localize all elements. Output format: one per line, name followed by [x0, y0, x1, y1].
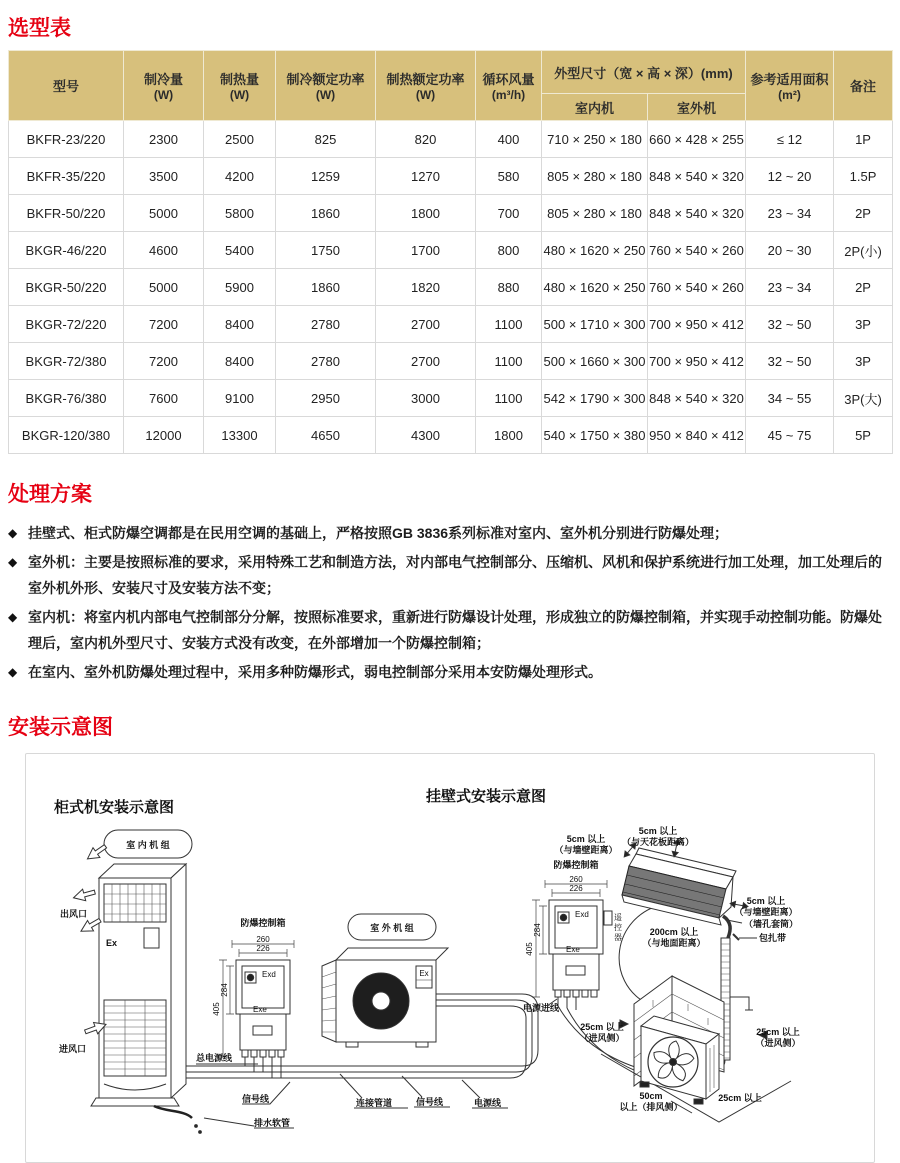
- table-row: BKGR-76/380 7600 9100 2950 3000 1100 542 × 1790 × 300 848 × 540 × 320 34 ~ 55 3P(大): [9, 380, 893, 417]
- ex-mark: Ex: [106, 938, 118, 948]
- control-box-drawing: [212, 917, 294, 1057]
- drain-hose-label: 排水软管: [254, 1118, 291, 1128]
- remote-control-drawing: [604, 911, 612, 925]
- install-diagram-title: 安装示意图: [8, 716, 113, 739]
- bullet-text: 在室内、室外机防爆处理过程中，采用多种防爆形式，弱电控制部分采用本安防爆处理形式。: [28, 664, 602, 680]
- col-dimensions: 外型尺寸（宽 × 高 × 深）(mm): [542, 51, 746, 94]
- table-row: BKFR-35/220 3500 4200 1259 1270 580 805 × 280 × 180 848 × 540 × 320 12 ~ 20 1.5P: [9, 158, 893, 195]
- wall-unit-drawing: [622, 848, 736, 938]
- table-row: BKGR-72/380 7200 8400 2780 2700 1100 500 × 1660 × 300 700 × 950 × 412 32 ~ 50 3P: [9, 343, 893, 380]
- list-item: [8, 604, 892, 656]
- col-heating: 制热量 (W): [204, 51, 276, 121]
- indoor-unit-label: [104, 830, 192, 858]
- inlet-right-label: 25cm 以上: [756, 1027, 800, 1037]
- list-item: [8, 659, 892, 685]
- wall-gap-left-label: 5cm 以上: [566, 834, 606, 844]
- power-line-label: 电源线: [474, 1098, 502, 1108]
- exe-mark: Exe: [253, 1005, 267, 1014]
- diamond-bullet-icon: ◆: [8, 526, 18, 540]
- table-row: BKFR-23/220 2300 2500 825 820 400 710 × 250 × 180 660 × 428 × 255 ≤ 12 1P: [9, 121, 893, 158]
- col-remark: 备注: [834, 51, 893, 121]
- cabinet-unit-drawing: [72, 841, 186, 1106]
- outdoor-unit-label: [348, 914, 436, 940]
- inlet-left-label2: （进风侧）: [579, 1033, 625, 1043]
- floor-gap-label2: （与地面距离）: [642, 938, 706, 948]
- col-area: 参考适用面积 (m²): [746, 51, 834, 121]
- inlet-right-label2: （进风侧）: [755, 1038, 801, 1048]
- outdoor-unit-drawing: [322, 948, 448, 1047]
- bullet-text: 室内机：将室内机内部电气控制部分分解，按照标准要求，重新进行防爆设计处理，形成独立的防爆控制箱，并实现手动控制功能。防爆处理后，室内机外型尺寸、安装方式没有改变，在外部增加一个防爆控制箱；: [28, 609, 882, 651]
- diamond-bullet-icon: ◆: [8, 610, 18, 624]
- dim-405: 405: [525, 942, 534, 956]
- air-outlet-label: 出风口: [60, 909, 88, 919]
- ceiling-gap-label2: （与天花板距离）: [621, 837, 695, 847]
- wall-sleeve-label: （墙孔套筒）: [744, 919, 799, 929]
- svg-text:室 外 机 组: 室 外 机 组: [370, 923, 414, 933]
- install-diagram-panel: [25, 753, 875, 1163]
- ceiling-gap-label: 5cm 以上: [638, 826, 678, 836]
- air-inlet-label: 进风口: [59, 1044, 87, 1054]
- col-airflow: 循环风量 (m³/h): [476, 51, 542, 121]
- col-cooling: 制冷量 (W): [124, 51, 204, 121]
- power-inlet-label: 电源进线: [523, 1003, 560, 1013]
- install-diagram-svg: [26, 754, 874, 1162]
- col-indoor: 室内机: [542, 94, 648, 121]
- dim-405: 405: [212, 1002, 221, 1016]
- remote-label: 遥: [614, 913, 622, 922]
- table-row: BKFR-50/220 5000 5800 1860 1800 700 805 × 280 × 180 848 × 540 × 320 23 ~ 34 2P: [9, 195, 893, 232]
- process-list: [8, 520, 892, 685]
- col-model: 型号: [9, 51, 124, 121]
- control-box-drawing: [523, 859, 622, 1013]
- diamond-bullet-icon: ◆: [8, 665, 18, 679]
- dim-260: 260: [256, 935, 270, 944]
- floor-gap-label: 200cm 以上: [649, 927, 699, 937]
- bullet-text: 室外机：主要是按照标准的要求，采用特殊工艺和制造方法，对内部电气控制部分、压缩机、风机和保护系统进行加工处理，加工处理后的室外机外形、安装尺寸及安装方法不变；: [28, 554, 882, 596]
- wall-gap-left-label2: （与墙壁距离）: [554, 845, 618, 855]
- selection-table-title: 选型表: [8, 17, 71, 40]
- table-row: BKGR-120/380 12000 13300 4650 4300 1800 540 × 1750 × 380 950 × 840 × 412 45 ~ 75 5P: [9, 417, 893, 454]
- control-box-label: 防爆控制箱: [240, 918, 286, 928]
- table-row: BKGR-72/220 7200 8400 2780 2700 1100 500 × 1710 × 300 700 × 950 × 412 32 ~ 50 3P: [9, 306, 893, 343]
- table-row: BKGR-46/220 4600 5400 1750 1700 800 480 × 1620 × 250 760 × 540 × 260 20 ~ 30 2P(小): [9, 232, 893, 269]
- ex-mark: Ex: [419, 969, 429, 978]
- svg-text:室 内 机 组: 室 内 机 组: [126, 840, 170, 850]
- dim-284: 284: [220, 983, 229, 997]
- signal-line-label: 信号线: [242, 1094, 270, 1104]
- dim-260: 260: [569, 875, 583, 884]
- outdoor-wire-labels: [340, 1074, 508, 1108]
- exd-mark: Exd: [262, 970, 276, 979]
- exhaust-gap-label2: 以上（排风侧）: [619, 1102, 683, 1112]
- wrap-tape-label: 包扎带: [759, 933, 787, 943]
- air-outlet-arrow-icon: [72, 886, 96, 903]
- signal-line-label: 信号线: [416, 1097, 444, 1107]
- remote-label: 器: [614, 933, 622, 942]
- diamond-bullet-icon: ◆: [8, 555, 18, 569]
- process-title: 处理方案: [8, 483, 92, 506]
- exe-mark: Exe: [566, 945, 580, 954]
- exhaust-gap-label: 50cm: [639, 1091, 663, 1101]
- dim-226: 226: [569, 884, 583, 893]
- bullet-text: 挂壁式、柜式防爆空调都是在民用空调的基础上，严格按照GB 3836系列标准对室内、室外机分别进行防爆处理；: [28, 525, 729, 541]
- list-item: [8, 520, 892, 546]
- wall-diagram-title: 挂壁式安装示意图: [426, 788, 547, 805]
- col-cooling-power: 制冷额定功率 (W): [276, 51, 376, 121]
- dim-284: 284: [533, 923, 542, 937]
- cabinet-diagram: [54, 798, 538, 1133]
- dim-226: 226: [256, 944, 270, 953]
- list-item: [8, 549, 892, 601]
- selection-table: [8, 50, 893, 454]
- pipe-label: 连接管道: [356, 1098, 393, 1108]
- exd-mark: Exd: [575, 910, 589, 919]
- control-box-label: 防爆控制箱: [553, 860, 599, 870]
- col-outdoor: 室外机: [648, 94, 746, 121]
- table-row: BKGR-50/220 5000 5900 1860 1820 880 480 × 1620 × 250 760 × 540 × 260 23 ~ 34 2P: [9, 269, 893, 306]
- col-heating-power: 制热额定功率 (W): [376, 51, 476, 121]
- wall-gap-right-label: 5cm 以上: [746, 896, 786, 906]
- remote-label: 控: [614, 923, 622, 932]
- cabinet-diagram-title: 柜式机安装示意图: [54, 799, 175, 816]
- inlet-left-label: 25cm 以上: [580, 1022, 624, 1032]
- wall-gap-right-label2: （与墙壁距离）: [734, 907, 798, 917]
- bottom-gap-label: 25cm 以上: [718, 1093, 762, 1103]
- main-power-label: 总电源线: [196, 1053, 233, 1063]
